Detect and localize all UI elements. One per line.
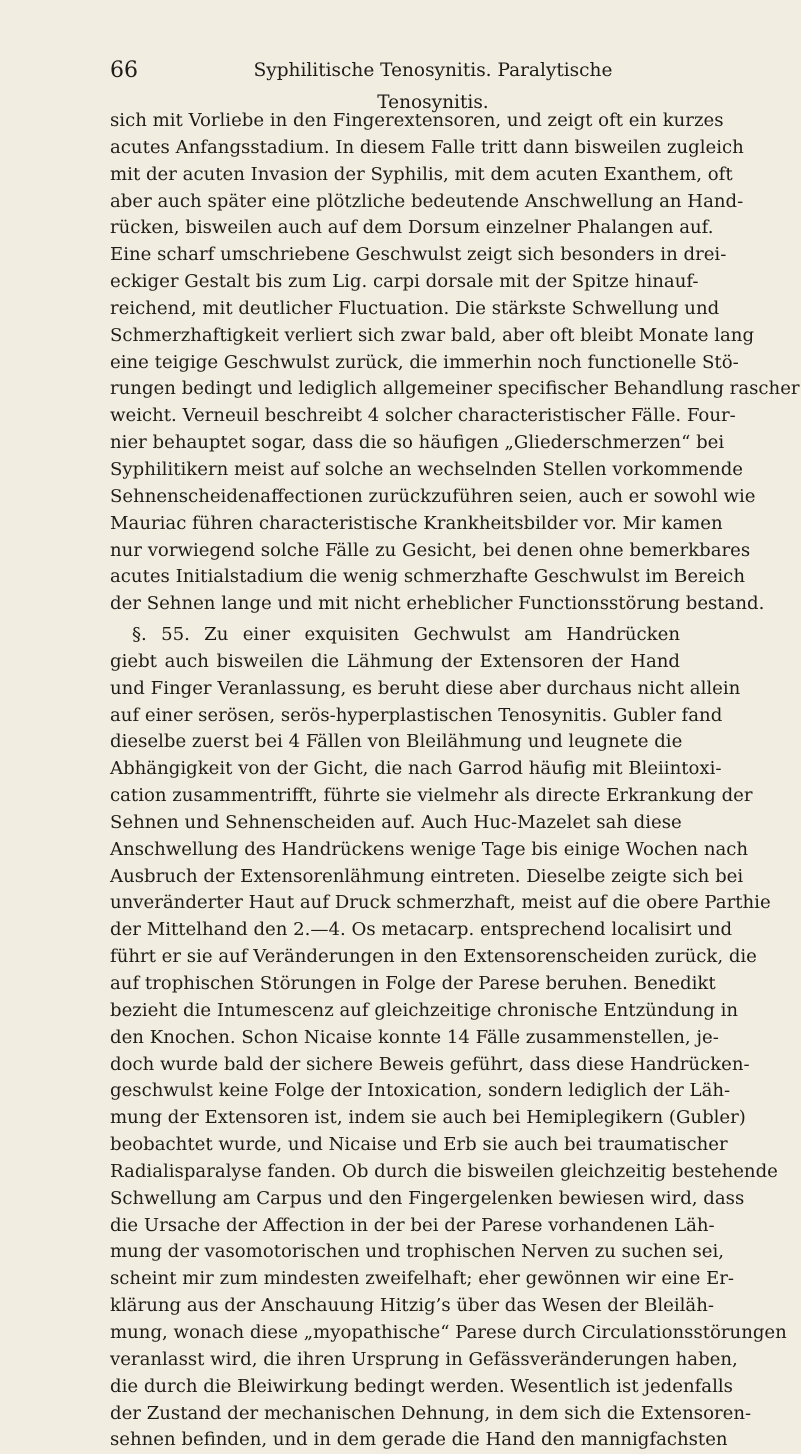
text-line: Schwellung am Carpus und den Fingergelenken bewiesen wird, dass <box>110 1187 745 1209</box>
text-line: weicht. Verneuil beschreibt 4 solcher characteristischer Fälle. Four- <box>110 405 736 427</box>
text-line: nur vorwiegend solche Fälle zu Gesicht, bei denen ohne bemerkbares <box>110 539 751 561</box>
text-line: mung, wonach diese „myopathische“ Parese durch Circulationsstörungen <box>110 1321 787 1343</box>
text-line: giebt auch bisweilen die Lähmung der Extensoren der Hand <box>110 650 680 672</box>
text-line: Radialisparalyse fanden. Ob durch die bisweilen gleichzeitig bestehende <box>110 1160 778 1182</box>
text-line: Sehnenscheidenaffectionen zurückzuführen seien, auch er sowohl wie <box>110 485 756 507</box>
text-line: doch wurde bald der sichere Beweis geführt, dass diese Handrücken- <box>110 1053 750 1075</box>
text-line: Eine scharf umschriebene Geschwulst zeigt sich besonders in drei- <box>110 244 727 266</box>
body-text <box>110 108 800 1454</box>
text-line: auf einer serösen, serös-hyperplastischen Tenosynitis. Gubler fand <box>110 704 723 726</box>
text-line: Anschwellung des Handrückens wenige Tage bis einige Wochen nach <box>110 838 749 860</box>
text-line: führt er sie auf Veränderungen in den Extensorenscheiden zurück, die <box>110 946 757 968</box>
text-line: nier behauptet sogar, dass die so häufigen „Gliederschmerzen“ bei <box>110 432 725 454</box>
text-line: veranlasst wird, die ihren Ursprung in Gefässveränderungen haben, <box>110 1348 738 1370</box>
text-line: eine teigige Geschwulst zurück, die immerhin noch functionelle Stö- <box>110 351 739 373</box>
page-header <box>110 55 680 113</box>
text-line: den Knochen. Schon Nicaise konnte 14 Fälle zusammenstellen, je- <box>110 1026 719 1048</box>
text-line: Ausbruch der Extensorenlähmung eintreten. Dieselbe zeigte sich bei <box>110 865 744 887</box>
text-line: mung der vasomotorischen und trophischen Nerven zu suchen sei, <box>110 1241 725 1263</box>
text-line: Syphilitikern meist auf solche an wechselnden Stellen vorkommende <box>110 458 744 480</box>
text-line: der Zustand der mechanischen Dehnung, in dem sich die Extensoren- <box>110 1402 752 1424</box>
text-line: klärung aus der Anschauung Hitzig’s über das Wesen der Bleiläh- <box>110 1295 714 1317</box>
text-line: mit der acuten Invasion der Syphilis, mit dem acuten Exanthem, oft <box>110 163 733 185</box>
text-line: cation zusammentrifft, führte sie vielmehr als directe Erkrankung der <box>110 785 753 807</box>
running-head: Syphilitische Tenosynitis. Paralytische Tenosynitis. <box>253 60 613 113</box>
text-line: Schmerzhaftigkeit verliert sich zwar bald, aber oft bleibt Monate lang <box>110 324 755 346</box>
text-line: der Sehnen lange und mit nicht erheblicher Functionsstörung bestand. <box>110 593 765 615</box>
text-line: beobachtet wurde, und Nicaise und Erb sie auch bei traumatischer <box>110 1134 728 1156</box>
text-line: aber auch später eine plötzliche bedeutende Anschwellung an Hand- <box>110 190 744 212</box>
text-line: scheint mir zum mindesten zweifelhaft; eher gewönnen wir eine Er- <box>110 1268 735 1290</box>
text-line: geschwulst keine Folge der Intoxication, sondern lediglich der Läh- <box>110 1080 731 1102</box>
text-line: Abhängigkeit von der Gicht, die nach Garrod häufig mit Bleiintoxi- <box>110 758 722 780</box>
text-line: rücken, bisweilen auch auf dem Dorsum einzelner Phalangen auf. <box>110 217 714 239</box>
paragraph <box>110 108 800 618</box>
text-line: sich mit Vorliebe in den Fingerextensoren, und zeigt oft ein kurzes <box>110 110 724 131</box>
text-line: die durch die Bleiwirkung bedingt werden. Wesentlich ist jedenfalls <box>110 1375 733 1397</box>
text-line: sehnen befinden, und in dem gerade die Hand den mannigfachsten <box>110 1429 728 1451</box>
text-line: §. 55. Zu einer exquisiten Gechwulst am Handrücken <box>132 624 680 646</box>
text-line: unveränderter Haut auf Druck schmerzhaft, meist auf die obere Parthie <box>110 892 771 914</box>
text-line: Mauriac führen characteristische Krankheitsbilder vor. Mir kamen <box>110 512 723 534</box>
text-line: auf trophischen Störungen in Folge der Parese beruhen. Benedikt <box>110 973 716 994</box>
text-line: rungen bedingt und lediglich allgemeiner specifischer Behandlung rascher <box>110 378 800 400</box>
text-line: dieselbe zuerst bei 4 Fällen von Bleilähmung und leugnete die <box>110 731 683 753</box>
text-line: reichend, mit deutlicher Fluctuation. Die stärkste Schwellung und <box>110 297 720 319</box>
text-line: eckiger Gestalt bis zum Lig. carpi dorsale mit der Spitze hinauf- <box>110 271 699 293</box>
paragraph <box>110 622 787 1454</box>
text-line: die Ursache der Affection in der bei der Parese vorhandenen Läh- <box>110 1214 715 1236</box>
text-line: bezieht die Intumescenz auf gleichzeitige chronische Entzündung in <box>110 999 739 1021</box>
text-line: mung der Extensoren ist, indem sie auch bei Hemiplegikern (Gubler) <box>110 1107 746 1129</box>
page-number: 66 <box>110 58 138 83</box>
text-line: und Finger Veranlassung, es beruht diese aber durchaus nicht allein <box>110 677 741 699</box>
text-line: acutes Anfangsstadium. In diesem Falle tritt dann bisweilen zugleich <box>110 136 744 158</box>
text-line: acutes Initialstadium die wenig schmerzhafte Geschwulst im Bereich <box>110 566 745 588</box>
text-line: Sehnen und Sehnenscheiden auf. Auch Huc-Mazelet sah diese <box>110 811 682 833</box>
text-line: der Mittelhand den 2.—4. Os metacarp. entsprechend localisirt und <box>110 919 733 941</box>
